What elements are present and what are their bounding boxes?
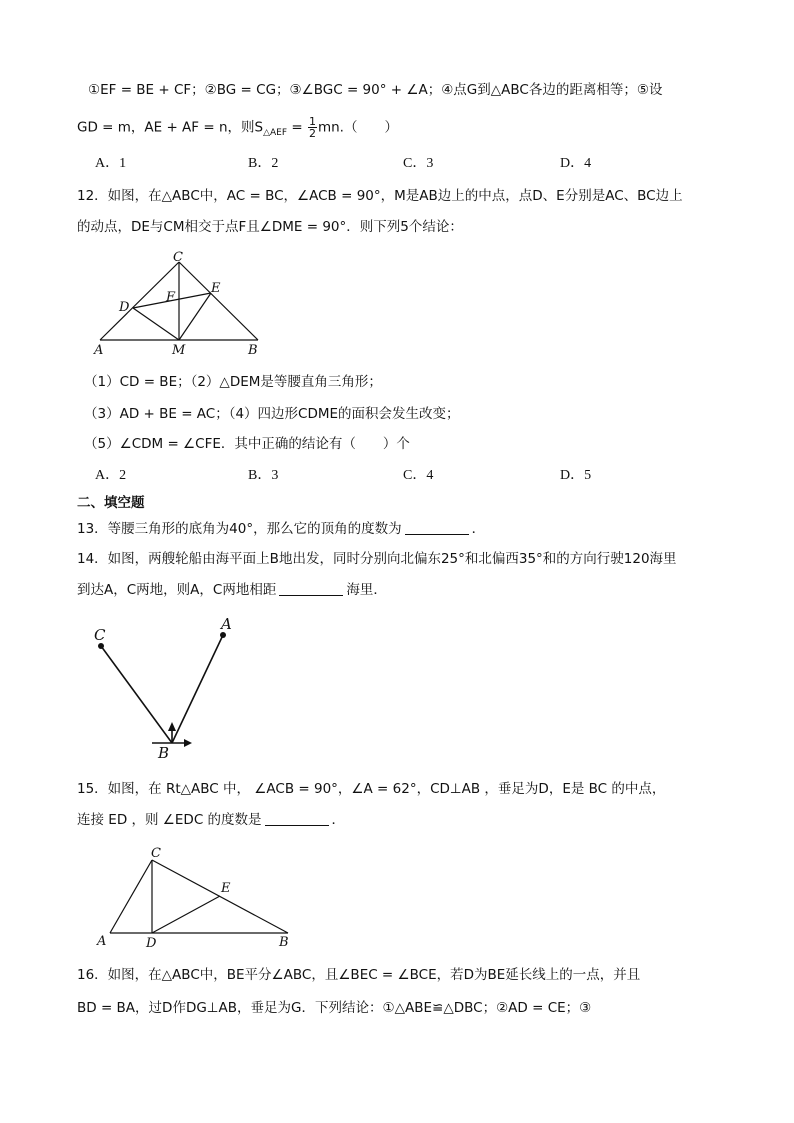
q12-label-c: C	[173, 250, 183, 265]
q11-line2-part-a: GD = m，AE + AF = n，则S	[77, 119, 264, 136]
q12-option-b: B．3	[248, 468, 279, 483]
q11-line2-part-b: =	[287, 119, 307, 136]
q15-label-a: A	[97, 934, 107, 949]
q15-stem-line1: 15．如图，在 Rt△ABC 中， ∠ACB = 90°，∠A = 62°，CD⊥AB ，垂足为D，E是 BC 的中点，	[77, 781, 666, 797]
section-heading-fill-in: 二、填空题	[77, 495, 145, 511]
q14-label-c: C	[94, 626, 106, 644]
q15-segment-de	[152, 896, 220, 933]
q16-stem-line1: 16．如图，在△ABC中，BE平分∠ABC，且∠BEC = ∠BCE，若D为BE延长线上的一点，并且	[77, 967, 641, 983]
q12-conclusion-line3: （5）∠CDM = ∠CFE．其中正确的结论有（ ）个	[84, 436, 410, 452]
q14-line2-part-a: 到达A，C两地，则A，C两地相距	[77, 582, 277, 598]
q12-option-a: A．2	[95, 468, 127, 483]
q12-label-b: B	[248, 343, 258, 358]
q16-stem-line2: BD = BA，过D作DG⊥AB，垂足为G．下列结论：①△ABE≌△DBC；②AD = CE；③	[77, 1000, 592, 1016]
q12-stem-line1: 12．如图，在△ABC中，AC = BC，∠ACB = 90°，M是AB边上的中点，点D、E分别是AC、BC边上	[77, 188, 683, 204]
q11-option-d: D．4	[560, 156, 592, 171]
q11-fraction-denominator: 2	[308, 127, 316, 140]
q15-label-d: D	[146, 936, 157, 951]
q14-label-b: B	[158, 744, 170, 762]
q15-label-e: E	[221, 881, 231, 896]
q14-stem-line1: 14．如图，两艘轮船由海平面上B地出发，同时分别向北偏东25°和北偏西35°和的方向行驶120海里	[77, 551, 677, 567]
q12-label-e: E	[211, 281, 221, 296]
q13-text: 13．等腰三角形的底角为40°，那么它的顶角的度数为	[77, 521, 402, 537]
q12-conclusion-line1: （1）CD = BE；（2）△DEM是等腰直角三角形；	[84, 374, 382, 390]
q14-line2-part-b: 海里．	[346, 582, 387, 598]
q12-label-f: F	[166, 290, 176, 305]
q12-label-d: D	[119, 300, 130, 315]
q11-option-a: A．1	[95, 156, 127, 171]
q12-conclusion-line2: （3）AD + BE = AC；（4）四边形CDME的面积会发生改变；	[84, 406, 460, 422]
q14-label-a: A	[221, 615, 232, 633]
q11-option-b: B．2	[248, 156, 279, 171]
q12-stem-line2: 的动点，DE与CM相交于点F且∠DME = 90°．则下列5个结论：	[77, 219, 463, 235]
q12-label-a: A	[94, 343, 104, 358]
q15-line2-part-b: ．	[331, 812, 346, 828]
q11-line2-part-c: mn.（ ）	[317, 119, 398, 136]
q12-label-m: M	[172, 343, 186, 358]
q15-label-b: B	[279, 935, 289, 950]
q12-option-d: D．5	[560, 468, 592, 483]
q11-area-subscript: △AEF	[263, 128, 288, 139]
q15-label-c: C	[151, 846, 161, 861]
q15-segment-ac	[110, 860, 152, 933]
q11-option-c: C．3	[403, 156, 434, 171]
q11-statements-line1: ①EF = BE + CF；②BG = CG；③∠BGC = 90° + ∠A；④点G到△ABC各边的距离相等；⑤设	[88, 82, 663, 98]
q13-end: ．	[471, 521, 486, 537]
q12-option-c: C．4	[403, 468, 434, 483]
q11-fraction-numerator: 1	[308, 115, 316, 128]
q15-line2-part-a: 连接 ED ，则 ∠EDC 的度数是	[77, 812, 262, 828]
